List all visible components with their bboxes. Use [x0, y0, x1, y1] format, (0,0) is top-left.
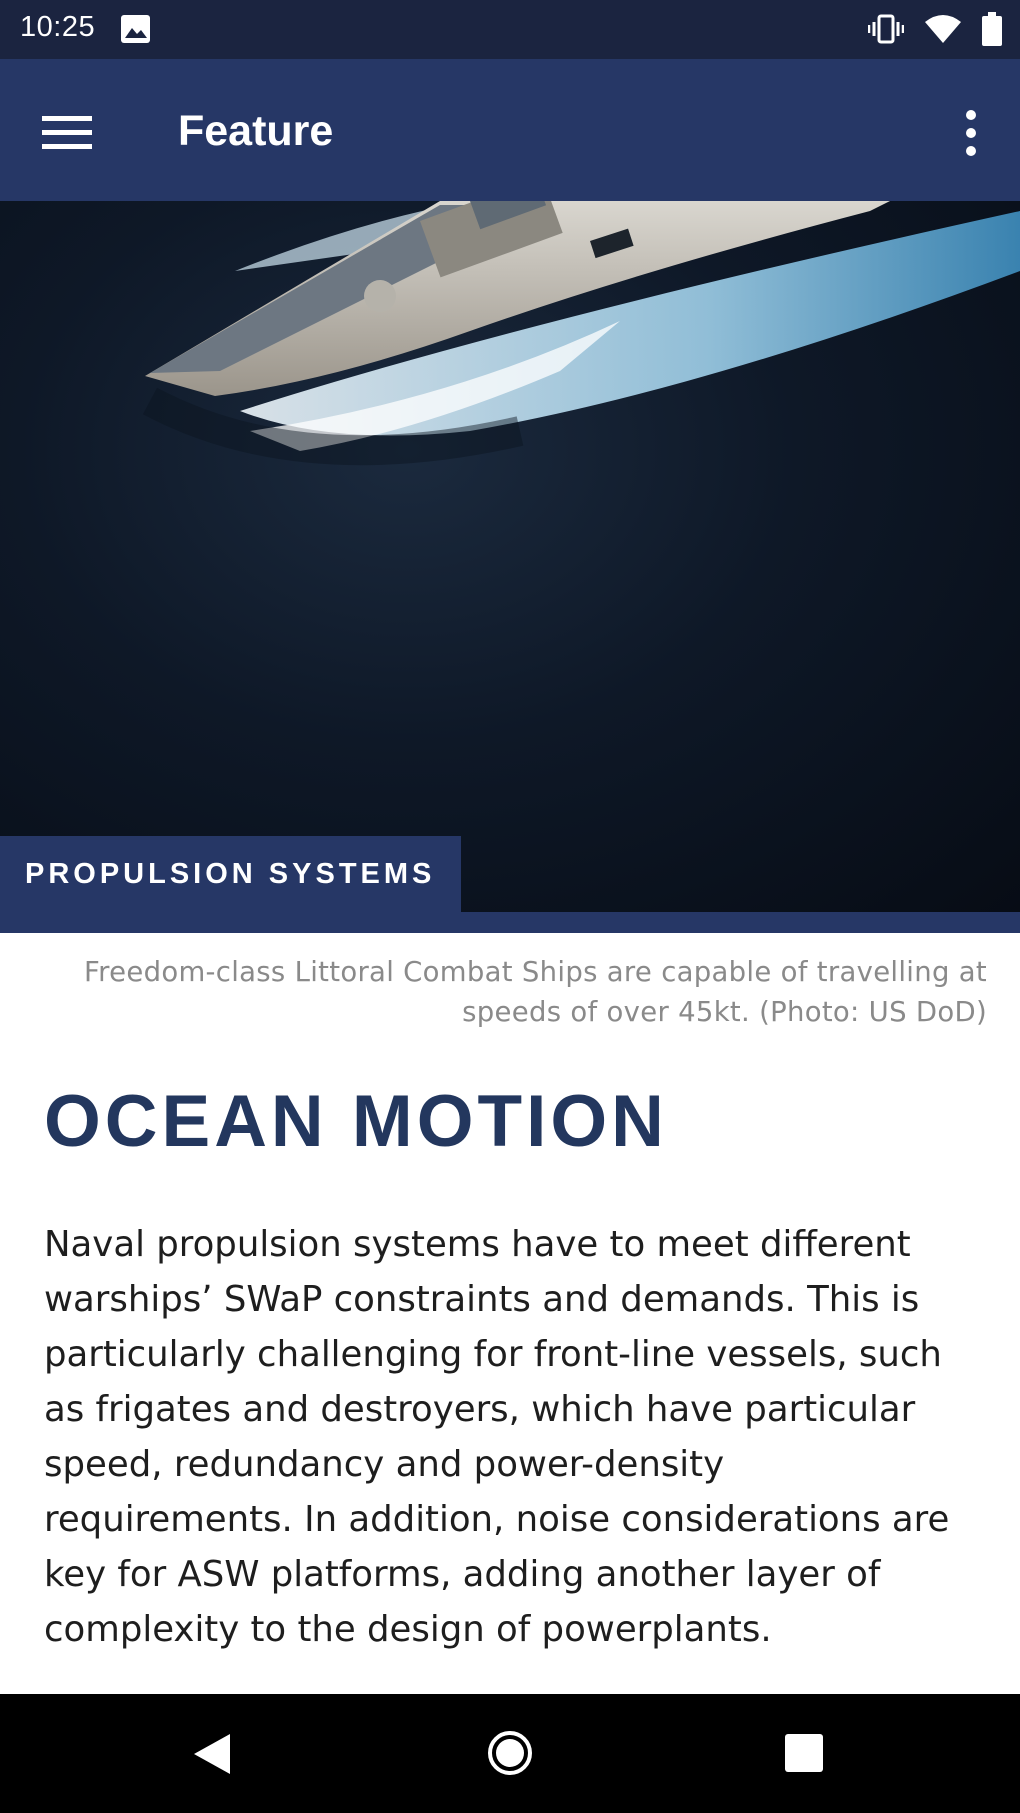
status-bar [0, 0, 1020, 59]
back-icon[interactable] [192, 1732, 232, 1780]
article-body: Naval propulsion systems have to meet different warships’ SWaP constraints and demands. This is particularly challenging for front-line vessels, such as frigates and destroyers, which have particular speed, redundancy and power-density requirements. In addition, noise considerations are key for ASW platforms, adding another layer of complexity to the design of powerplants. [44, 1224, 950, 1650]
photo-caption: Freedom-class Littoral Combat Ships are capable of travelling at speeds of over 45kt. (Photo: US DoD) [84, 956, 987, 1028]
battery-icon [982, 12, 1002, 50]
status-icons [868, 12, 1002, 50]
status-time: 10:25 [20, 11, 96, 43]
app-bar [0, 59, 1020, 201]
image-icon [120, 14, 151, 48]
home-icon[interactable] [487, 1730, 533, 1780]
article-title: OCEAN MOTION [44, 1081, 668, 1162]
nav-bar [0, 1694, 1020, 1813]
wifi-icon [924, 14, 962, 48]
page-title: Feature [178, 107, 334, 155]
section-tag[interactable]: PROPULSION SYSTEMS [0, 836, 461, 912]
vibrate-icon [868, 13, 904, 49]
ship-photo [0, 201, 1020, 912]
hero-ribbon [0, 912, 1020, 933]
hamburger-menu-icon[interactable] [42, 114, 98, 154]
recents-icon[interactable] [785, 1734, 823, 1772]
hero-image [0, 201, 1020, 912]
overflow-menu-icon[interactable] [960, 109, 982, 157]
